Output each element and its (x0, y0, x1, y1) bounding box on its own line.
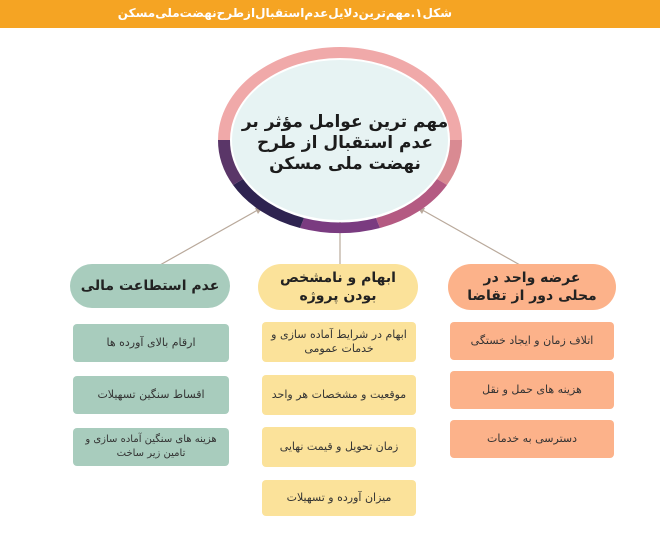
list-item: دسترسی به خدمات (450, 420, 614, 458)
list-item: ابهام در شرایط آماده سازی و خدمات عمومی (262, 322, 416, 362)
column-heading-financial: عدم استطاعت مالی (70, 264, 230, 308)
column-heading-location: عرضه واحد در محلی دور از تقاضا (448, 264, 616, 310)
list-item: اتلاف زمان و ایجاد خستگی (450, 322, 614, 360)
list-item: موقعیت و مشخصات هر واحد (262, 375, 416, 415)
list-item: میزان آورده و تسهیلات (262, 480, 416, 516)
list-item: هزینه های حمل و نقل (450, 371, 614, 409)
connector-left (160, 207, 263, 265)
list-item: ارقام بالای آورده ها (73, 324, 229, 362)
connector-right (417, 207, 520, 265)
figure-caption: شکل۱.مهم‌ترین‌دلایل‌عدم‌استقبال‌از‌طرح‌نهضت‌ملی‌مسکن (117, 6, 452, 20)
list-item: اقساط سنگین تسهیلات (73, 376, 229, 414)
ring-segment-purple (300, 218, 380, 233)
list-item: هزینه های سنگین آماده سازی و تامین زیر ساخت (73, 428, 229, 466)
center-title: مهم ترین عوامل مؤثر بر عدم استقبال از طرح نهضت ملی مسکن (241, 111, 449, 174)
column-heading-ambiguity: ابهام و نامشخص بودن پروژه (258, 264, 418, 310)
list-item: زمان تحویل و قیمت نهایی (262, 427, 416, 467)
